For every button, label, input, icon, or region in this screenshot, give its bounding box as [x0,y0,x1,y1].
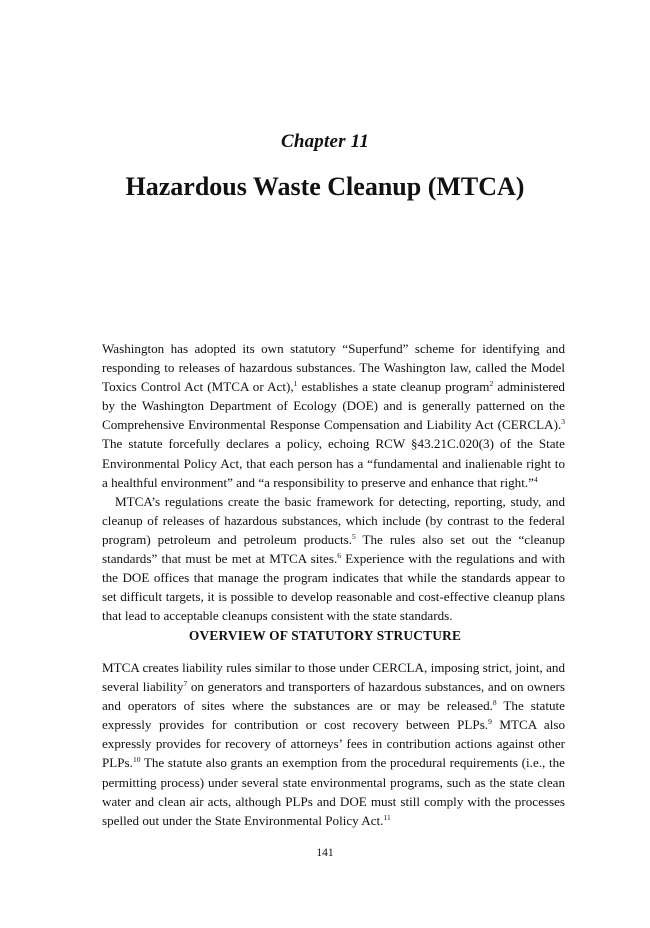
intro-paragraph-2 [102,492,565,626]
text-run: The statute forcefully declares a policy, echoing RCW §43.21C.020(3) of the State Environmental Policy Act, that each person has a “fundamental and inalienable right to a healthful environment” and “a responsibility to preserve and enhance that right.” [102,436,565,490]
chapter-label: Chapter 11 [280,131,370,152]
footnote-marker: 8 [492,698,497,708]
footnote-marker: 9 [488,717,492,727]
text-run: on generators and transporters of hazardous substances, and on owners and operators of sites where the substances are or may be released. [102,679,565,714]
text-run: administered by the Washington Department of Ecology (DOE) and is generally patterned on the Comprehensive Environmental Response Compensation and Liability Act (CERCLA). [102,379,565,433]
intro-paragraph-1 [102,339,565,492]
footnote-marker: 6 [337,551,341,561]
text-run: MTCA’s regulations create the basic framework for detecting, reporting, study, and cleanup of releases of hazardous substances, which include (by contrast to the federal program) petroleum and petroleum products. [102,493,565,547]
footnote-marker: 3 [561,417,565,427]
text-run: Washington has adopted its own statutory “Superfund” scheme for identifying and responding to releases of hazardous substances. The Washington law, called the Model Toxics Control Act (MTCA or Act), [102,341,565,395]
text-run: MTCA also expressly provides for recovery of attorneys’ fees in contribution actions against other PLPs. [102,717,566,771]
section-paragraph-1 [102,658,565,830]
intro-text [102,339,565,625]
text-run: The statute expressly provides for contribution or cost recovery between PLPs. [102,698,565,733]
footnote-marker: 4 [533,474,538,484]
footnote-marker: 5 [352,531,356,541]
page-number: 141 [316,847,334,859]
section-heading: OVERVIEW OF STATUTORY STRUCTURE [188,628,462,643]
footnote-marker: 11 [383,812,391,822]
text-run: Experience with the regulations and with the DOE offices that manage the program indicates that while the standards appear to set difficult targets, it is possible to develop reasonable and cost-effective cleanup plans that lead to acceptable cleanups consistent with the state standards. [102,551,565,624]
footnote-marker: 1 [293,379,298,389]
text-run: MTCA creates liability rules similar to those under CERCLA, imposing strict, joint, and several liability [102,660,565,695]
footnote-marker: 7 [183,679,188,689]
footnote-marker: 2 [489,379,494,389]
chapter-title: Hazardous Waste Cleanup (MTCA) [125,172,525,201]
section-text [102,658,565,830]
text-run: The statute also grants an exemption from the procedural requirements (i.e., the permitting process) under several state environmental programs, such as the state clean water and clean air acts, although PLPs and DOE must still comply with the processes spelled out under the State Environmental Policy Act. [102,755,565,828]
text-run: The rules also set out the “cleanup standards” that must be met at MTCA sites. [102,531,565,567]
footnote-marker: 10 [132,755,141,765]
text-run: establishes a state cleanup program [297,379,490,395]
